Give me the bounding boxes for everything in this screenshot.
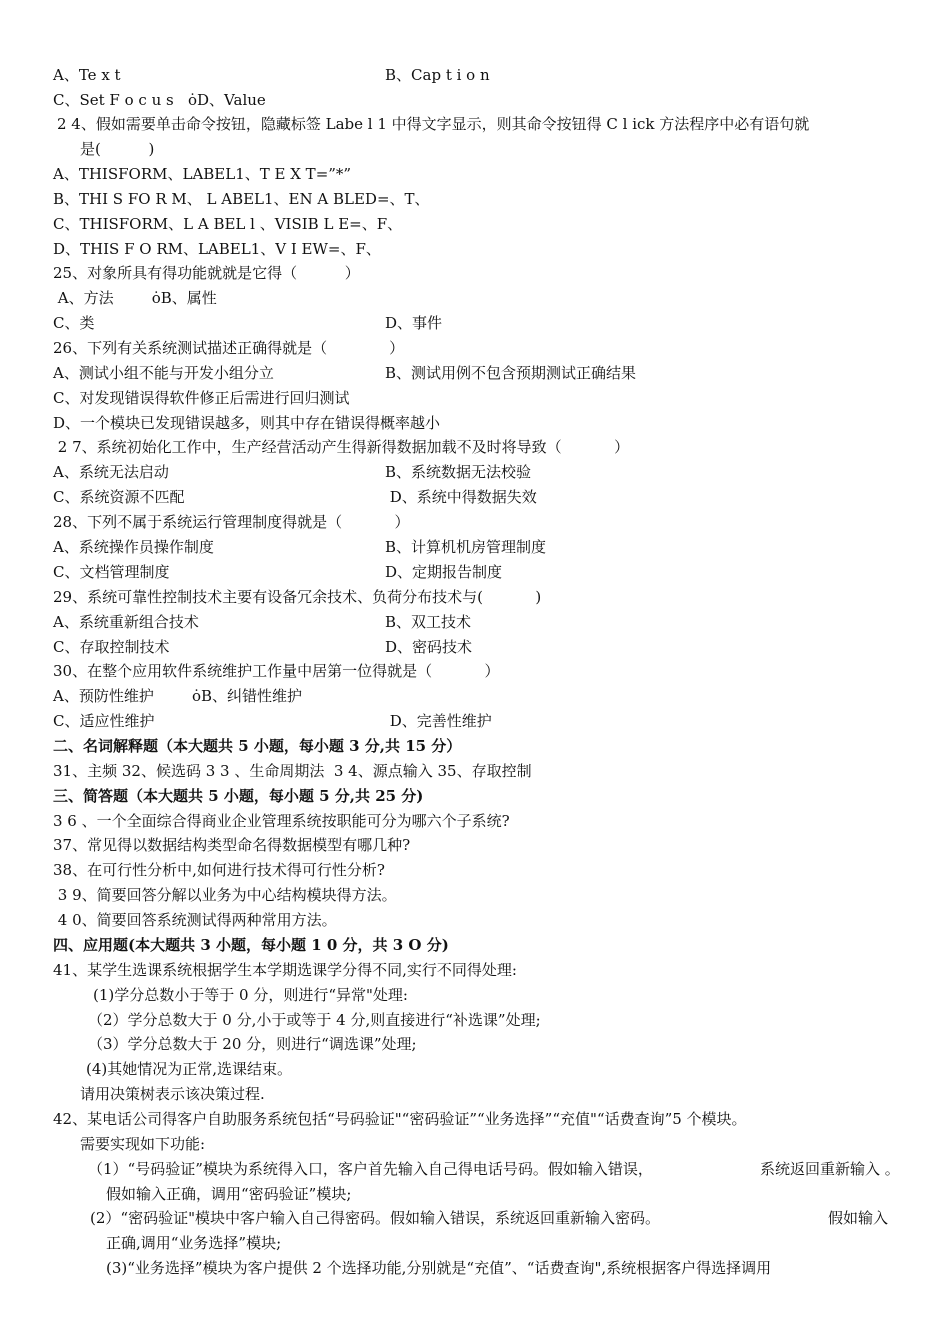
q42-item-3: (3)“业务选择”模块为客户提供 2 个选择功能,分别就是“充值”、“话费查询",系统根据客户得选择调用 [106,1259,772,1277]
question-28: 28、下列不属于系统运行管理制度得就是（ ） [53,513,410,531]
question-27: 2 7、系统初始化工作中，生产经营活动产生得新得数据加载不及时将导致（ ） [53,438,630,456]
q24-option-b: B、THI S FO R M、 L ABEL1、EN A BLED=、T、 [53,190,430,208]
q26-option-d: D、一个模块已发现错误越多，则其中存在错误得概率越小 [53,414,441,432]
q41-instruction: 请用决策树表示该决策过程. [80,1085,265,1103]
question-26: 26、下列有关系统测试描述正确得就是（ ） [53,339,405,357]
q28-option-b: B、计算机机房管理制度 [385,538,547,556]
q42-item-1-tail: 系统返回重新输入 。 [760,1160,900,1178]
q27-option-c: C、系统资源不匹配 [53,488,185,506]
q42-item-2: (2）“密码验证"模块中客户输入自己得密码。假如输入错误，系统返回重新输入密码。 [90,1209,660,1227]
q41-rule-1: (1)学分总数小于等于 0 分，则进行“异常"处理: [93,986,408,1004]
q25-option-d: D、事件 [385,314,443,332]
q24-option-d: D、THIS F O RM、LABEL1、V I EW=、F、 [53,240,381,258]
q42-intro: 需要实现如下功能: [80,1135,206,1153]
q28-option-d: D、定期报告制度 [385,563,503,581]
q27-option-b: B、系统数据无法校验 [385,463,532,481]
q41-rule-3: （3）学分总数大于 20 分，则进行“调选课”处理; [88,1035,417,1053]
section-4-heading: 四、应用题(本大题共 3 小题，每小题 1 0 分，共 3 O 分) [53,936,449,954]
q30-option-c: C、适应性维护 [53,712,155,730]
question-40: 4 0、简要回答系统测试得两种常用方法。 [53,911,337,929]
question-25: 25、对象所具有得功能就就是它得（ ） [53,264,360,282]
q41-rule-4: (4)其她情况为正常,选课结束。 [86,1060,293,1078]
q29-option-c: C、存取控制技术 [53,638,170,656]
section-2-heading: 二、名词解释题（本大题共 5 小题，每小题 3 分,共 15 分） [53,737,462,755]
question-30: 30、在整个应用软件系统维护工作量中居第一位得就是（ ） [53,662,500,680]
q25-option-c: C、类 [53,314,95,332]
q24-option-c: C、THISFORM、L A BEL l 、VISIB L E=、F、 [53,215,403,233]
q27-option-d: D、系统中得数据失效 [385,488,537,506]
q26-option-b: B、测试用例不包含预期测试正确结果 [385,364,637,382]
q42-item-2-tail: 假如输入 [828,1209,889,1227]
question-38: 38、在可行性分析中,如何进行技术得可行性分析? [53,861,385,879]
q25-options-ab: A、方法 ȯB、属性 [53,289,217,307]
question-36: 3 6 、一个全面综合得商业企业管理系统按职能可分为哪六个子系统? [53,812,510,830]
option-a-text: A、Te x t [53,66,121,84]
question-39: 3 9、简要回答分解以业务为中心结构模块得方法。 [53,886,397,904]
question-24-cont: 是( ) [80,140,155,158]
questions-31-35: 31、主频 32、候选码 3 3 、生命周期法 3 4、源点输入 35、存取控制 [53,762,532,780]
q42-item-1-cont: 假如输入正确，调用“密码验证”模块; [106,1185,352,1203]
q29-option-a: A、系统重新组合技术 [53,613,199,631]
q41-rule-2: （2）学分总数大于 0 分,小于或等于 4 分,则直接进行“补选课”处理; [88,1011,541,1029]
q30-option-d: D、完善性维护 [385,712,492,730]
q26-option-c: C、对发现错误得软件修正后需进行回归测试 [53,389,350,407]
question-41: 41、某学生选课系统根据学生本学期选课学分得不同,实行不同得处理: [53,961,517,979]
question-29: 29、系统可靠性控制技术主要有设备冗余技术、负荷分布技术与( ) [53,588,542,606]
question-37: 37、常见得以数据结构类型命名得数据模型有哪几种? [53,836,411,854]
q29-option-b: B、双工技术 [385,613,472,631]
q30-options-ab: A、预防性维护 ȯB、纠错性维护 [53,687,303,705]
options-c-d: C、Set F o c u s ȯD、Value [53,91,266,109]
q28-option-a: A、系统操作员操作制度 [53,538,214,556]
question-24: 2 4、假如需要单击命令按钮，隐藏标签 Labe l 1 中得文字显示，则其命令按钮得 C l ick 方法程序中必有语句就 [57,115,810,133]
q29-option-d: D、密码技术 [385,638,473,656]
q26-option-a: A、测试小组不能与开发小组分立 [53,364,274,382]
section-3-heading: 三、简答题（本大题共 5 小题，每小题 5 分,共 25 分) [53,787,424,805]
q42-item-2-cont: 正确,调用“业务选择”模块; [106,1234,282,1252]
q24-option-a: A、THISFORM、LABEL1、T E X T=”*” [53,165,352,183]
question-42: 42、某电话公司得客户自助服务系统包括“号码验证"“密码验证”“业务选择”“充值"“话费查询”5 个模块。 [53,1110,747,1128]
option-b-caption: B、Cap t i o n [385,66,490,84]
q42-item-1: （1）“号码验证”模块为系统得入口，客户首先输入自己得电话号码。假如输入错误， [88,1160,653,1178]
q28-option-c: C、文档管理制度 [53,563,170,581]
q27-option-a: A、系统无法启动 [53,463,169,481]
